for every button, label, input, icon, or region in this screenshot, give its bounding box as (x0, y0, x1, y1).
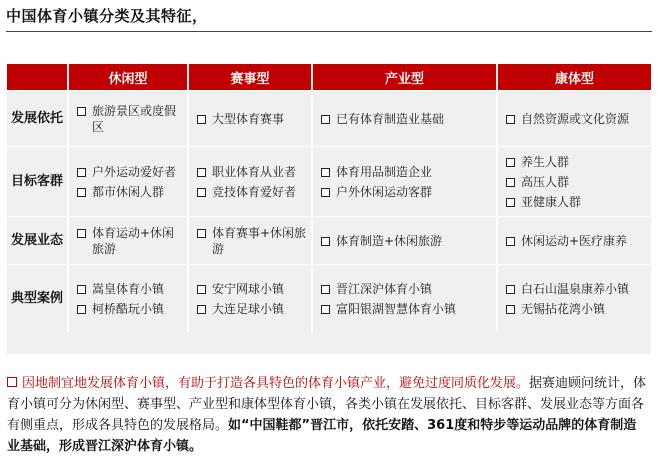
list-item (506, 154, 647, 170)
list-item (197, 225, 307, 257)
checkbox-bullet-icon (77, 229, 86, 238)
checkbox-bullet-icon (506, 237, 515, 246)
checkbox-bullet-icon (321, 285, 330, 294)
row-label-line: 客群 (37, 174, 64, 189)
cell-event (187, 216, 311, 264)
checkbox-bullet-icon (77, 168, 86, 177)
list-item (506, 301, 647, 317)
item-text: 高压人群 (521, 174, 570, 189)
checkbox-bullet-icon (197, 115, 206, 124)
list-item (77, 103, 183, 135)
list-item (506, 281, 647, 297)
checkbox-bullet-icon (506, 115, 515, 124)
row-label-line: 发展 (10, 111, 37, 126)
checkbox-bullet-icon (197, 285, 206, 294)
list-item (506, 194, 647, 210)
checkbox-bullet-icon (321, 237, 330, 246)
list-item (197, 281, 307, 297)
title-divider (6, 31, 652, 32)
item-text: 体育制造+休闲旅游 (336, 233, 443, 248)
summary-bold: 如“中国鞋都”晋江市，依托安踏、361度和特步等运动品牌的体育制造业基础，形成晋江深沪体育小镇。 (7, 418, 637, 454)
item-text: 大连足球小镇 (212, 301, 285, 316)
cell-leisure (67, 264, 187, 332)
list-item (506, 233, 647, 249)
checkbox-bullet-icon (197, 168, 206, 177)
list-item (197, 184, 307, 200)
summary-paragraph (7, 373, 647, 457)
cell-industry (311, 216, 496, 264)
header-leisure: 休闲型 (67, 64, 187, 90)
checkbox-bullet-icon (506, 285, 515, 294)
item-text: 体育赛事+休闲旅游 (212, 225, 307, 256)
item-text: 富阳银湖智慧体育小镇 (336, 301, 457, 316)
list-item (77, 301, 183, 317)
cell-industry (311, 264, 496, 332)
list-item (321, 281, 492, 297)
list-item (321, 233, 492, 249)
cell-leisure (67, 216, 187, 264)
row-label-line: 目标 (10, 174, 37, 189)
item-text: 亚健康人群 (521, 194, 582, 209)
item-text: 都市休闲人群 (92, 184, 165, 199)
summary-highlight: 因地制宜地发展体育小镇，有助于打造各具特色的体育小镇产业，避免过度同质化发展。 (22, 376, 530, 391)
checkbox-bullet-icon (506, 158, 515, 167)
item-text: 自然资源或文化资源 (521, 111, 630, 126)
list-item (197, 301, 307, 317)
header-wellness: 康体型 (496, 64, 651, 90)
item-text: 晋江深沪体育小镇 (336, 281, 433, 296)
row-label (7, 146, 67, 216)
cell-wellness (496, 264, 651, 332)
list-item (321, 184, 492, 200)
page-title: 中国体育小镇分类及其特征， (6, 7, 208, 25)
row-label-line: 典型 (10, 291, 37, 306)
item-text: 体育运动+休闲旅游 (92, 225, 175, 256)
cell-wellness (496, 90, 651, 146)
checkbox-bullet-icon (506, 178, 515, 187)
row-label-line: 业态 (37, 233, 64, 248)
cell-leisure (67, 90, 187, 146)
checkbox-bullet-icon (77, 188, 86, 197)
item-text: 柯桥酷玩小镇 (92, 301, 165, 316)
list-item (506, 174, 647, 190)
cell-event (187, 264, 311, 332)
row-label (7, 264, 67, 332)
checkbox-bullet-icon (197, 188, 206, 197)
table-grid (7, 64, 651, 332)
list-item (197, 164, 307, 180)
row-label-line: 发展 (10, 233, 37, 248)
list-item (321, 301, 492, 317)
list-item (77, 281, 183, 297)
cell-industry (311, 146, 496, 216)
item-text: 竞技体育爱好者 (212, 184, 297, 199)
checkbox-bullet-icon (321, 168, 330, 177)
list-item (77, 184, 183, 200)
checkbox-bullet-icon (77, 107, 86, 116)
item-text: 白石山温泉康养小镇 (521, 281, 630, 296)
checkbox-bullet-icon (321, 115, 330, 124)
header-industry: 产业型 (311, 64, 496, 90)
item-text: 无锡拈花湾小镇 (521, 301, 606, 316)
row-label (7, 216, 67, 264)
cell-wellness (496, 146, 651, 216)
item-text: 户外运动爱好者 (92, 164, 177, 179)
item-text: 嵩皇体育小镇 (92, 281, 165, 296)
list-item (197, 111, 307, 127)
checkbox-bullet-icon (197, 305, 206, 314)
item-text: 养生人群 (521, 154, 570, 169)
item-text: 职业体育从业者 (212, 164, 297, 179)
checkbox-bullet-icon (197, 229, 206, 238)
row-label-line: 案例 (37, 291, 64, 306)
cell-industry (311, 90, 496, 146)
cell-event (187, 90, 311, 146)
list-item (321, 164, 492, 180)
checkbox-bullet-icon (77, 305, 86, 314)
item-text: 户外休闲运动客群 (336, 184, 433, 199)
item-text: 旅游景区或度假区 (92, 103, 177, 134)
checkbox-bullet-icon (506, 305, 515, 314)
checkbox-bullet-icon (7, 377, 17, 387)
cell-wellness (496, 216, 651, 264)
header-corner (7, 64, 67, 90)
summary-body: 据赛迪顾问统计，体育小镇可分为休闲型、赛事型、产业型和康体型体育小镇，各类小镇在发展依托、目标客群、发展业态等方面各有侧重点，形成各具特色的发展格局。 (7, 376, 647, 433)
list-item (77, 164, 183, 180)
classification-table (7, 64, 651, 354)
item-text: 安宁网球小镇 (212, 281, 285, 296)
row-label-line: 依托 (37, 111, 64, 126)
checkbox-bullet-icon (506, 198, 515, 207)
item-text: 大型体育赛事 (212, 111, 285, 126)
header-event: 赛事型 (187, 64, 311, 90)
cell-event (187, 146, 311, 216)
list-item (506, 111, 647, 127)
checkbox-bullet-icon (77, 285, 86, 294)
cell-leisure (67, 146, 187, 216)
item-text: 体育用品制造企业 (336, 164, 433, 179)
row-label (7, 90, 67, 146)
item-text: 休闲运动+医疗康养 (521, 233, 628, 248)
list-item (77, 225, 183, 257)
item-text: 已有体育制造业基础 (336, 111, 445, 126)
checkbox-bullet-icon (321, 188, 330, 197)
checkbox-bullet-icon (321, 305, 330, 314)
list-item (321, 111, 492, 127)
